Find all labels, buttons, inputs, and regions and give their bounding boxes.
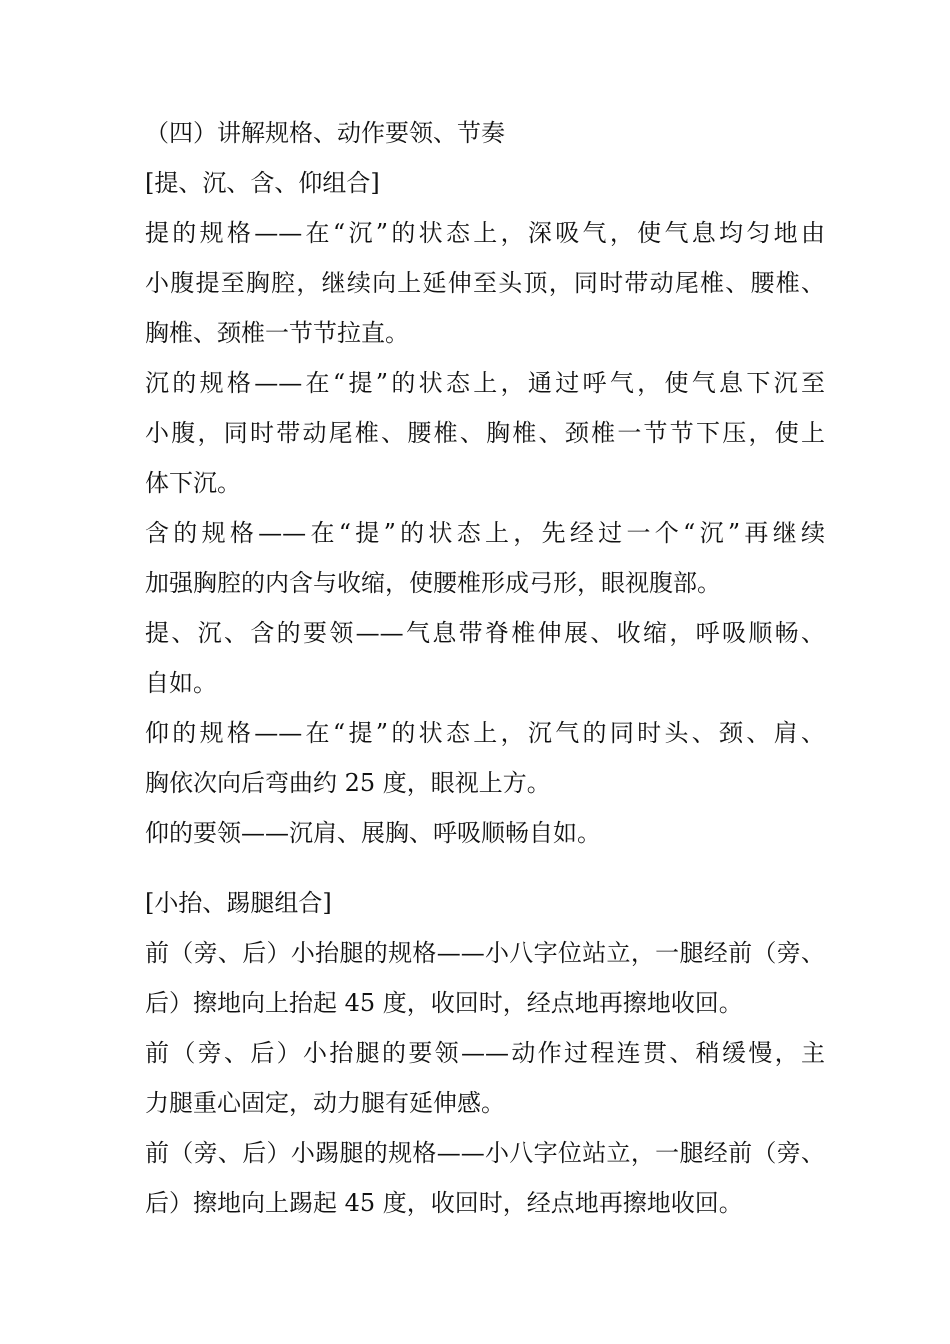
paragraph-line: 小腹，同时带动尾椎、腰椎、胸椎、颈椎一节节下压，使上 xyxy=(145,419,825,447)
paragraph-line: 前（旁、后）小抬腿的要领——动作过程连贯、稍缓慢，主 xyxy=(145,1039,825,1067)
paragraph-line: 后）擦地向上踢起 45 度，收回时，经点地再擦地收回。 xyxy=(145,1189,743,1217)
paragraph-line: 含的规格——在“提”的状态上，先经过一个“沉”再继续 xyxy=(145,519,825,547)
paragraph-line: 自如。 xyxy=(145,669,217,697)
section-heading: （四）讲解规格、动作要领、节奏 xyxy=(145,119,505,147)
paragraph-line: 前（旁、后）小抬腿的规格——小八字位站立，一腿经前（旁、 xyxy=(145,939,825,967)
paragraph-line: 提、沉、含的要领——气息带脊椎伸展、收缩，呼吸顺畅、 xyxy=(145,619,825,647)
paragraph-line: 加强胸腔的内含与收缩，使腰椎形成弓形，眼视腹部。 xyxy=(145,569,721,597)
paragraph-line: 提的规格——在“沉”的状态上，深吸气，使气息均匀地由 xyxy=(145,219,825,247)
paragraph-line: 仰的要领——沉肩、展胸、呼吸顺畅自如。 xyxy=(145,819,601,847)
paragraph-line: 前（旁、后）小踢腿的规格——小八字位站立，一腿经前（旁、 xyxy=(145,1139,825,1167)
paragraph-line: 力腿重心固定，动力腿有延伸感。 xyxy=(145,1089,505,1117)
paragraph-line: 后）擦地向上抬起 45 度，收回时，经点地再擦地收回。 xyxy=(145,989,743,1017)
paragraph-line: 沉的规格——在“提”的状态上，通过呼气，使气息下沉至 xyxy=(145,369,825,397)
section1-title: [提、沉、含、仰组合] xyxy=(145,169,380,197)
paragraph-line: 胸椎、颈椎一节节拉直。 xyxy=(145,319,409,347)
paragraph-line: 胸依次向后弯曲约 25 度，眼视上方。 xyxy=(145,769,551,797)
section2-title: [小抬、踢腿组合] xyxy=(145,889,332,917)
paragraph-line: 体下沉。 xyxy=(145,469,241,497)
paragraph-line: 仰的规格——在“提”的状态上，沉气的同时头、颈、肩、 xyxy=(145,719,825,747)
paragraph-line: 小腹提至胸腔，继续向上延伸至头顶，同时带动尾椎、腰椎、 xyxy=(145,269,825,297)
